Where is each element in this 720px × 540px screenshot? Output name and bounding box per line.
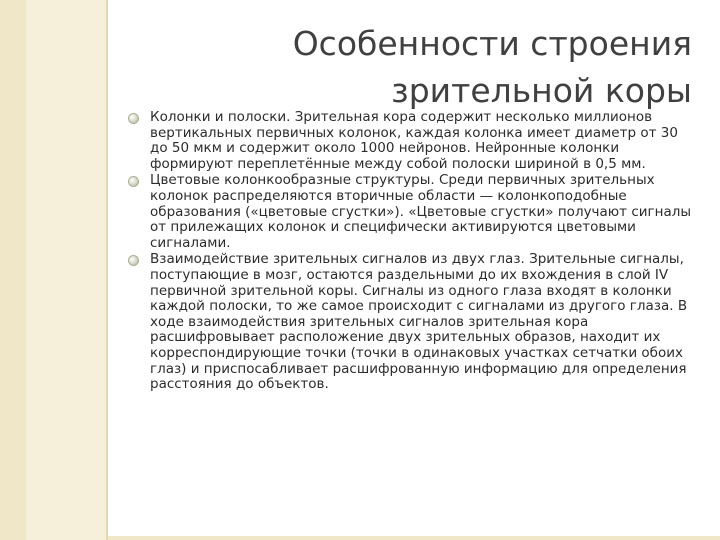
left-decorative-band xyxy=(0,0,106,540)
bullet-item xyxy=(128,110,698,172)
bottom-decorative-line xyxy=(108,536,720,540)
slide-content xyxy=(128,110,698,394)
slide-title-line-1: Особенности строения xyxy=(292,24,692,63)
left-decorative-band-inner xyxy=(26,0,106,540)
bullet-text: Цветовые колонкообразные структуры. Среди первичных зрительных колонок распределяются вторичные области — колонкоподобные образования («цветовые сгустки»). «Цветовые сгустки» получают сигналы от прилежащих колонок и специфически активируются цветовыми сигналами. xyxy=(150,172,692,251)
bullet-text: Взаимодействие зрительных сигналов из двух глаз. Зрительные сигналы, поступающие в мозг, остаются раздельными до их вхождения в слой IV первичной зрительной коры. Сигналы из одного глаза входят в колонки каждой полоски, то же самое происходит с сигналами из другого глаза. В ходе взаимодействия зрительных сигналов зрительная кора расшифровывает расположение двух зрительных образов, находит их корреспондирующие точки (точки в одинаковых участках сетчатки обоих глаз) и приспосабливает расшифрованную информацию для определения расстояния до объектов. xyxy=(150,251,688,393)
slide-title xyxy=(212,20,692,114)
bullet-item xyxy=(128,252,698,392)
bullet-item xyxy=(128,173,698,251)
bullet-marker-icon xyxy=(128,176,139,187)
bullet-text: Колонки и полоски. Зрительная кора содержит несколько миллионов вертикальных первичных колонок, каждая колонка имеет диаметр от 30 до 50 мкм и содержит около 1000 нейронов. Нейронные колонки формируют переплетённые между собой полоски шириной в 0,5 мм. xyxy=(150,109,678,172)
bullet-marker-icon xyxy=(128,255,139,266)
bullet-marker-icon xyxy=(128,113,139,124)
slide-title-line-2: зрительной коры xyxy=(391,71,692,110)
